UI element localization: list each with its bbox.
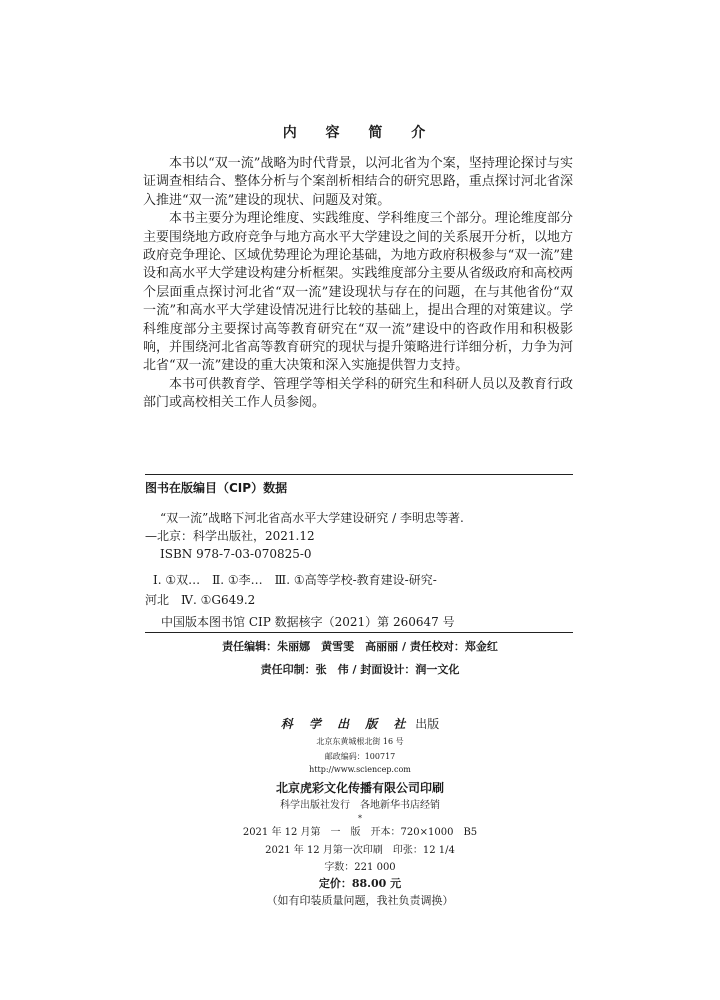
publisher-website: http://www.sciencep.com (309, 765, 411, 774)
publisher-line (0, 716, 720, 732)
printer-line: 北京虎彩文化传播有限公司印刷 (275, 781, 444, 795)
publisher-postcode: 邮政编码：100717 (324, 752, 396, 761)
word-count: 字数：221 000 (324, 862, 396, 873)
production-credit: 责任印制：张 伟 / 封面设计：润一文化 (260, 663, 460, 676)
cip-classification-line: Ⅰ. ①双… Ⅱ. ①李… Ⅲ. ①高等学校-教育建设-研究- (153, 573, 437, 587)
summary-section (143, 155, 573, 413)
distribution-line: 科学出版社发行 各地新华书店经销 (280, 800, 440, 811)
cip-heading: 图书在版编目（CIP）数据 (145, 481, 288, 495)
cip-classification-line: 河北 Ⅳ. ①G649.2 (145, 593, 256, 607)
separator-star: * (358, 814, 362, 823)
cip-record-number: 中国版本图书馆 CIP 数据核字（2021）第 260647 号 (161, 615, 455, 629)
top-divider (145, 474, 573, 475)
cip-publisher-line: —北京：科学出版社，2021.12 (145, 529, 315, 543)
publisher-address: 北京东黄城根北街 16 号 (316, 737, 404, 746)
middle-divider (145, 632, 573, 633)
edition-line: 2021 年 12 月第 一 版 开本：720×1000 B5 (242, 827, 478, 838)
printing-line: 2021 年 12 月第一次印刷 印张：12 1/4 (265, 845, 455, 856)
summary-paragraph: 本书可供教育学、管理学等相关学科的研究生和科研人员以及教育行政部门或高校相关工作人员参阅。 (143, 376, 573, 411)
publisher-suffix: 出版 (415, 717, 440, 731)
editors-credit: 责任编辑：朱丽娜 黄雪雯 高丽丽 / 责任校对：郑金红 (222, 640, 498, 653)
publisher-name: 科 学 出 版 社 (280, 717, 412, 731)
cip-title-line: “双一流”战略下河北省高水平大学建设研究 / 李明忠等著. (160, 511, 464, 525)
page-title: 内 容 简 介 (282, 125, 438, 141)
summary-paragraph: 本书主要分为理论维度、实践维度、学科维度三个部分。理论维度部分主要围绕地方政府竞争与地方高水平大学建设之间的关系展开分析，以地方政府竞争理论、区域优势理论为理论基础，为地方政府积极参与“双一流”建设和高水平大学建设构建分析框架。实践维度部分主要从省级政府和高校两个层面重点探讨河北省“双一流”建设现状与存在的问题，在与其他省份“双一流”和高水平大学建设情况进行比较的基础上，提出合理的对策建议。学科维度部分主要探讨高等教育研究在“双一流”建设中的咨政作用和积极影响，并围绕河北省高等教育研究的现状与提升策略进行详细分析，力争为河北省“双一流”建设的重大决策和深入实施提供智力支持。 (143, 211, 573, 374)
cip-isbn-line: ISBN 978-7-03-070825-0 (160, 547, 312, 561)
price: 定价：88.00 元 (318, 877, 402, 890)
quality-note: （如有印装质量问题，我社负责调换） (266, 894, 454, 907)
summary-paragraph: 本书以“双一流”战略为时代背景，以河北省为个案，坚持理论探讨与实证调查相结合、整体分析与个案剖析相结合的研究思路，重点探讨河北省深入推进“双一流”建设的现状、问题及对策。 (143, 156, 573, 208)
